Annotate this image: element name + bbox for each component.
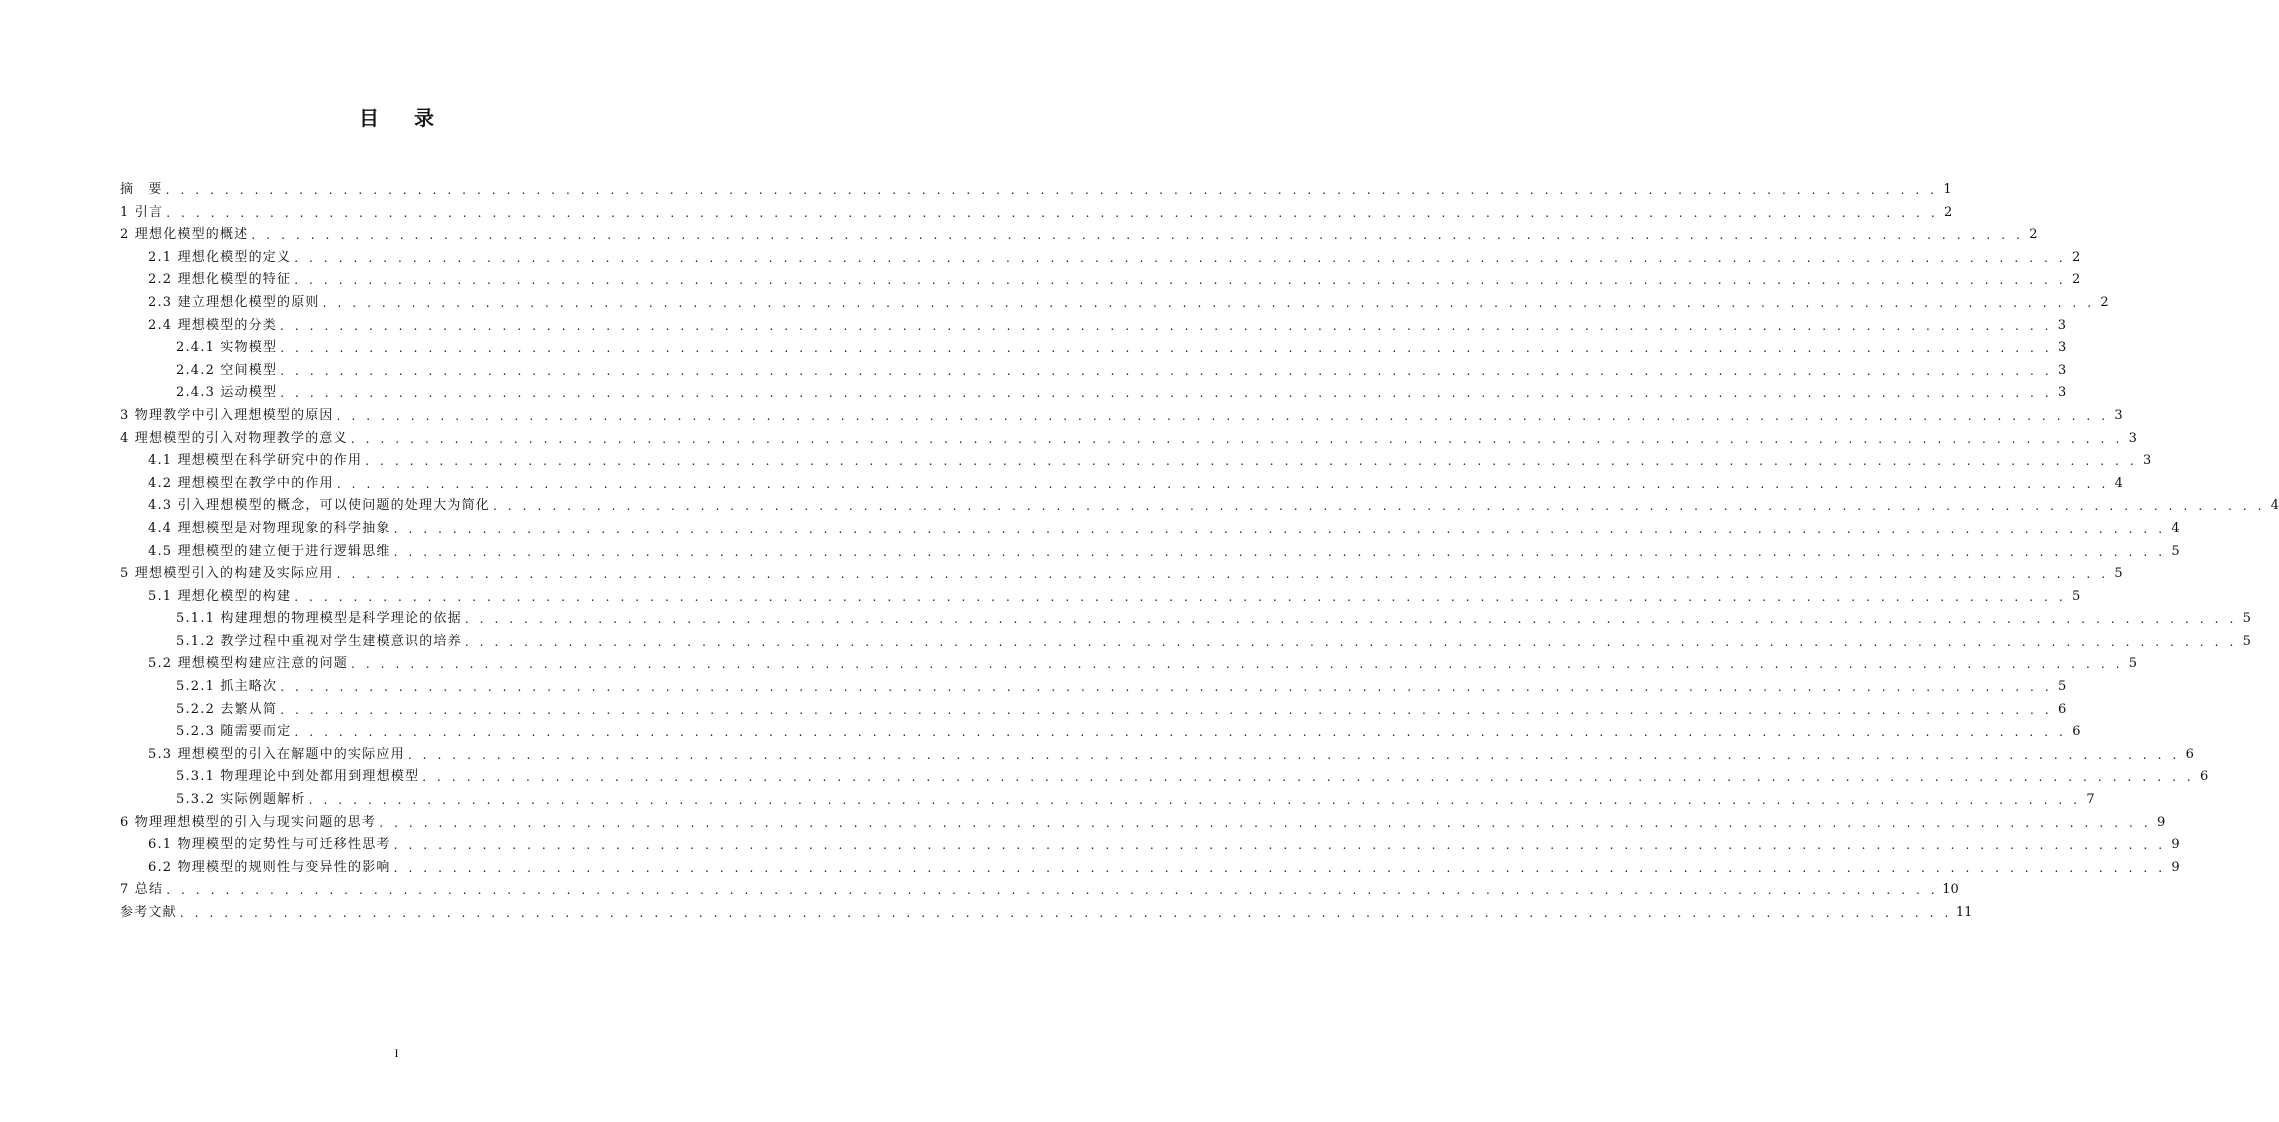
toc-dot-leader: . . . . . . . . . . . . . . . . . . . . . . . . . . . . . . . . . . . . . . . . . . . . . . . . . . . . . . . . . . . . . . . . . . . . . . . . . . . . . . . . . . . . . . . . . . . . . . . . . . . . . . . . . . . . . . . . . . . . . . . . <box>322 295 2095 310</box>
toc-entry-page: 6 <box>2200 769 2209 785</box>
toc-entry-page: 5 <box>2242 633 2251 649</box>
toc-entry-label: 6.1 物理模型的定势性与可迁移性思考 <box>148 837 391 853</box>
toc-entry[interactable] <box>120 315 2067 338</box>
toc-entry-label: 2.4 理想模型的分类 <box>148 317 278 333</box>
toc-entry-label: 7 总结 <box>120 882 164 898</box>
toc-entry-page: 9 <box>2171 859 2180 875</box>
toc-entry-label: 6 物理理想模型的引入与现实问题的思考 <box>120 814 377 830</box>
toc-entry-page: 2 <box>1944 204 1953 220</box>
toc-entry[interactable] <box>120 292 2109 315</box>
toc-entry-page: 2 <box>2072 272 2081 288</box>
toc-dot-leader: . . . . . . . . . . . . . . . . . . . . . . . . . . . . . . . . . . . . . . . . . . . . . . . . . . . . . . . . . . . . . . . . . . . . . . . . . . . . . . . . . . . . . . . . . . . . . . . . . . . . . . . . . . . . . . . . . . . . . . . . <box>365 454 2138 469</box>
toc-entry-page: 4 <box>2114 475 2123 491</box>
toc-entry-page: 4 <box>2171 520 2180 536</box>
toc-entry-page: 5 <box>2072 588 2081 604</box>
toc-dot-leader: . . . . . . . . . . . . . . . . . . . . . . . . . . . . . . . . . . . . . . . . . . . . . . . . . . . . . . . . . . . . . . . . . . . . . . . . . . . . . . . . . . . . . . . . . . . . . . . . . . . . . . . . . . . . . . . . . . . . . . . . <box>294 273 2067 288</box>
toc-entry[interactable] <box>120 789 2095 812</box>
toc-dot-leader: . . . . . . . . . . . . . . . . . . . . . . . . . . . . . . . . . . . . . . . . . . . . . . . . . . . . . . . . . . . . . . . . . . . . . . . . . . . . . . . . . . . . . . . . . . . . . . . . . . . . . . . . . . . . . . . . . . . . . . . . <box>280 318 2053 333</box>
toc-entry-label: 3 物理教学中引入理想模型的原因 <box>120 407 334 423</box>
toc-entry-label: 5.2.1 抓主略次 <box>176 679 278 695</box>
toc-entry[interactable] <box>120 902 1973 925</box>
toc-dot-leader: . . . . . . . . . . . . . . . . . . . . . . . . . . . . . . . . . . . . . . . . . . . . . . . . . . . . . . . . . . . . . . . . . . . . . . . . . . . . . . . . . . . . . . . . . . . . . . . . . . . . . . . . . . . . . . . . . . . . . . . . <box>393 521 2166 536</box>
toc-entry-page: 3 <box>2058 385 2067 401</box>
toc-dot-leader: . . . . . . . . . . . . . . . . . . . . . . . . . . . . . . . . . . . . . . . . . . . . . . . . . . . . . . . . . . . . . . . . . . . . . . . . . . . . . . . . . . . . . . . . . . . . . . . . . . . . . . . . . . . . . . . . . . . . . . . . <box>294 725 2067 740</box>
toc-entry-label: 5.3 理想模型的引入在解题中的实际应用 <box>148 746 405 762</box>
toc-entry-label: 6.2 物理模型的规则性与变异性的影响 <box>148 859 391 875</box>
toc-entry[interactable] <box>120 382 2067 405</box>
toc-entry[interactable] <box>120 563 2123 586</box>
toc-entry-label: 5.1.1 构建理想的物理模型是科学理论的依据 <box>176 611 462 627</box>
toc-entry-label: 2.4.3 运动模型 <box>176 385 278 401</box>
toc-dot-leader: . . . . . . . . . . . . . . . . . . . . . . . . . . . . . . . . . . . . . . . . . . . . . . . . . . . . . . . . . . . . . . . . . . . . . . . . . . . . . . . . . . . . . . . . . . . . . . . . . . . . . . . . . . . . . . . . . . . . . . . . <box>165 183 1938 197</box>
toc-entry-page: 9 <box>2171 837 2180 853</box>
toc-dot-leader: . . . . . . . . . . . . . . . . . . . . . . . . . . . . . . . . . . . . . . . . . . . . . . . . . . . . . . . . . . . . . . . . . . . . . . . . . . . . . . . . . . . . . . . . . . . . . . . . . . . . . . . . . . . . . . . . . . . . . . . . <box>280 341 2053 356</box>
toc-entry-page: 3 <box>2128 430 2137 446</box>
toc-entry-page: 5 <box>2171 543 2180 559</box>
toc-dot-leader: . . . . . . . . . . . . . . . . . . . . . . . . . . . . . . . . . . . . . . . . . . . . . . . . . . . . . . . . . . . . . . . . . . . . . . . . . . . . . . . . . . . . . . . . . . . . . . . . . . . . . . . . . . . . . . . . . . . . . . . . <box>166 883 1939 898</box>
toc-dot-leader: . . . . . . . . . . . . . . . . . . . . . . . . . . . . . . . . . . . . . . . . . . . . . . . . . . . . . . . . . . . . . . . . . . . . . . . . . . . . . . . . . . . . . . . . . . . . . . . . . . . . . . . . . . . . . . . . . . . . . . . . <box>280 386 2053 401</box>
toc-dot-leader: . . . . . . . . . . . . . . . . . . . . . . . . . . . . . . . . . . . . . . . . . . . . . . . . . . . . . . . . . . . . . . . . . . . . . . . . . . . . . . . . . . . . . . . . . . . . . . . . . . . . . . . . . . . . . . . . . . . . . . . . <box>336 476 2109 491</box>
toc-entry[interactable] <box>120 857 2180 880</box>
toc-entry[interactable] <box>120 812 2166 835</box>
toc-dot-leader: . . . . . . . . . . . . . . . . . . . . . . . . . . . . . . . . . . . . . . . . . . . . . . . . . . . . . . . . . . . . . . . . . . . . . . . . . . . . . . . . . . . . . . . . . . . . . . . . . . . . . . . . . . . . . . . . . . . . . . . . <box>294 250 2067 265</box>
toc-entry-page: 3 <box>2058 340 2067 356</box>
toc-dot-leader: . . . . . . . . . . . . . . . . . . . . . . . . . . . . . . . . . . . . . . . . . . . . . . . . . . . . . . . . . . . . . . . . . . . . . . . . . . . . . . . . . . . . . . . . . . . . . . . . . . . . . . . . . . . . . . . . . . . . . . . . <box>351 657 2124 672</box>
toc-entry-label: 4.5 理想模型的建立便于进行逻辑思维 <box>148 543 391 559</box>
toc-dot-leader: . . . . . . . . . . . . . . . . . . . . . . . . . . . . . . . . . . . . . . . . . . . . . . . . . . . . . . . . . . . . . . . . . . . . . . . . . . . . . . . . . . . . . . . . . . . . . . . . . . . . . . . . . . . . . . . . . . . . . . . . <box>280 702 2053 717</box>
toc-entry[interactable] <box>120 699 2067 722</box>
toc-entry[interactable] <box>120 337 2067 360</box>
toc-dot-leader: . . . . . . . . . . . . . . . . . . . . . . . . . . . . . . . . . . . . . . . . . . . . . . . . . . . . . . . . . . . . . . . . . . . . . . . . . . . . . . . . . . . . . . . . . . . . . . . . . . . . . . . . . . . . . . . . . . . . . . . . <box>179 906 1952 920</box>
toc-entry-label: 5.1 理想化模型的构建 <box>148 588 292 604</box>
toc-entry-page: 1 <box>1943 182 1952 197</box>
toc-dot-leader: . . . . . . . . . . . . . . . . . . . . . . . . . . . . . . . . . . . . . . . . . . . . . . . . . . . . . . . . . . . . . . . . . . . . . . . . . . . . . . . . . . . . . . . . . . . . . . . . . . . . . . . . . . . . . . . . . . . . . . . . <box>493 499 2266 514</box>
toc-dot-leader: . . . . . . . . . . . . . . . . . . . . . . . . . . . . . . . . . . . . . . . . . . . . . . . . . . . . . . . . . . . . . . . . . . . . . . . . . . . . . . . . . . . . . . . . . . . . . . . . . . . . . . . . . . . . . . . . . . . . . . . . <box>280 680 2053 695</box>
toc-entry-label: 5.3.2 实际例题解析 <box>176 792 306 808</box>
toc-dot-leader: . . . . . . . . . . . . . . . . . . . . . . . . . . . . . . . . . . . . . . . . . . . . . . . . . . . . . . . . . . . . . . . . . . . . . . . . . . . . . . . . . . . . . . . . . . . . . . . . . . . . . . . . . . . . . . . . . . . . . . . . <box>379 815 2152 830</box>
toc-entry-label: 4.3 引入理想模型的概念，可以使问题的处理大为简化 <box>148 498 491 514</box>
toc-entry-label: 5.1.2 教学过程中重视对学生建模意识的培养 <box>176 633 462 649</box>
toc-entry-page: 5 <box>2058 679 2067 695</box>
toc-entry-page: 10 <box>1942 882 1959 898</box>
toc-dot-leader: . . . . . . . . . . . . . . . . . . . . . . . . . . . . . . . . . . . . . . . . . . . . . . . . . . . . . . . . . . . . . . . . . . . . . . . . . . . . . . . . . . . . . . . . . . . . . . . . . . . . . . . . . . . . . . . . . . . . . . . . <box>464 634 2237 649</box>
toc-entry-page: 6 <box>2185 746 2194 762</box>
toc-entry[interactable] <box>120 473 2123 496</box>
toc-entry-page: 9 <box>2157 814 2166 830</box>
toc-entry[interactable] <box>120 744 2194 767</box>
toc-entry-page: 5 <box>2128 656 2138 672</box>
toc-entry[interactable] <box>120 721 2081 744</box>
toc-entry-label: 4 理想模型的引入对物理教学的意义 <box>120 430 348 446</box>
toc-title: 目 录 <box>359 106 448 130</box>
toc-dot-leader: . . . . . . . . . . . . . . . . . . . . . . . . . . . . . . . . . . . . . . . . . . . . . . . . . . . . . . . . . . . . . . . . . . . . . . . . . . . . . . . . . . . . . . . . . . . . . . . . . . . . . . . . . . . . . . . . . . . . . . . . <box>393 860 2166 875</box>
toc-entry[interactable] <box>120 428 2137 451</box>
toc-entry-page: 2 <box>2072 249 2081 265</box>
toc-entry[interactable] <box>120 586 2081 609</box>
toc-entry[interactable] <box>120 360 2067 383</box>
toc-entry-label: 4.1 理想模型在科学研究中的作用 <box>148 453 363 469</box>
toc-entry-page: 6 <box>2072 724 2081 740</box>
toc-entry-page: 3 <box>2058 362 2067 378</box>
toc-entry-label: 2.4.2 空间模型 <box>176 362 278 378</box>
toc-entry[interactable] <box>120 631 2251 654</box>
toc-entry[interactable] <box>120 834 2180 857</box>
toc-entry[interactable] <box>120 766 2209 789</box>
toc-entry[interactable] <box>120 179 1952 202</box>
toc-entry-label: 4.2 理想模型在教学中的作用 <box>148 475 334 491</box>
toc-dot-leader: . . . . . . . . . . . . . . . . . . . . . . . . . . . . . . . . . . . . . . . . . . . . . . . . . . . . . . . . . . . . . . . . . . . . . . . . . . . . . . . . . . . . . . . . . . . . . . . . . . . . . . . . . . . . . . . . . . . . . . . . <box>393 838 2166 853</box>
toc-entry-label: 2.3 建立理想化模型的原则 <box>148 294 320 310</box>
toc-entry[interactable] <box>120 495 2279 518</box>
toc-entry[interactable] <box>120 405 2123 428</box>
toc-dot-leader: . . . . . . . . . . . . . . . . . . . . . . . . . . . . . . . . . . . . . . . . . . . . . . . . . . . . . . . . . . . . . . . . . . . . . . . . . . . . . . . . . . . . . . . . . . . . . . . . . . . . . . . . . . . . . . . . . . . . . . . . <box>422 770 2195 785</box>
toc-entry-page: 2 <box>2029 227 2038 243</box>
toc-entry-page: 3 <box>2143 453 2152 469</box>
toc-entry-label: 5.2 理想模型构建应注意的问题 <box>148 656 349 672</box>
toc-entry[interactable] <box>120 269 2081 292</box>
toc-entry-label: 5 理想模型引入的构建及实际应用 <box>120 566 334 582</box>
toc-dot-leader: . . . . . . . . . . . . . . . . . . . . . . . . . . . . . . . . . . . . . . . . . . . . . . . . . . . . . . . . . . . . . . . . . . . . . . . . . . . . . . . . . . . . . . . . . . . . . . . . . . . . . . . . . . . . . . . . . . . . . . . . <box>166 205 1939 220</box>
toc-entry-label: 2.2 理想化模型的特征 <box>148 272 292 288</box>
toc-dot-leader: . . . . . . . . . . . . . . . . . . . . . . . . . . . . . . . . . . . . . . . . . . . . . . . . . . . . . . . . . . . . . . . . . . . . . . . . . . . . . . . . . . . . . . . . . . . . . . . . . . . . . . . . . . . . . . . . . . . . . . . . <box>407 747 2180 762</box>
toc-entry-label: 5.3.1 物理理论中到处都用到理想模型 <box>176 769 420 785</box>
toc-dot-leader: . . . . . . . . . . . . . . . . . . . . . . . . . . . . . . . . . . . . . . . . . . . . . . . . . . . . . . . . . . . . . . . . . . . . . . . . . . . . . . . . . . . . . . . . . . . . . . . . . . . . . . . . . . . . . . . . . . . . . . . . <box>294 589 2067 604</box>
toc-entry-page: 4 <box>2270 498 2279 514</box>
toc-entry-label: 5.2.3 随需要而定 <box>176 724 292 740</box>
toc-entry[interactable] <box>120 541 2180 564</box>
toc-dot-leader: . . . . . . . . . . . . . . . . . . . . . . . . . . . . . . . . . . . . . . . . . . . . . . . . . . . . . . . . . . . . . . . . . . . . . . . . . . . . . . . . . . . . . . . . . . . . . . . . . . . . . . . . . . . . . . . . . . . . . . . . <box>336 567 2109 582</box>
toc-entry-label: 2 理想化模型的概述 <box>120 227 249 243</box>
toc-dot-leader: . . . . . . . . . . . . . . . . . . . . . . . . . . . . . . . . . . . . . . . . . . . . . . . . . . . . . . . . . . . . . . . . . . . . . . . . . . . . . . . . . . . . . . . . . . . . . . . . . . . . . . . . . . . . . . . . . . . . . . . . <box>393 544 2166 559</box>
page-number: I <box>394 1046 399 1060</box>
toc-entry-label: 5.2.2 去繁从简 <box>176 701 278 717</box>
toc-entry[interactable] <box>120 224 2038 247</box>
toc-entry-label: 2.4.1 实物模型 <box>176 340 278 356</box>
toc-entry-label: 2.1 理想化模型的定义 <box>148 249 292 265</box>
toc-dot-leader: . . . . . . . . . . . . . . . . . . . . . . . . . . . . . . . . . . . . . . . . . . . . . . . . . . . . . . . . . . . . . . . . . . . . . . . . . . . . . . . . . . . . . . . . . . . . . . . . . . . . . . . . . . . . . . . . . . . . . . . . <box>280 363 2053 378</box>
toc-dot-leader: . . . . . . . . . . . . . . . . . . . . . . . . . . . . . . . . . . . . . . . . . . . . . . . . . . . . . . . . . . . . . . . . . . . . . . . . . . . . . . . . . . . . . . . . . . . . . . . . . . . . . . . . . . . . . . . . . . . . . . . . <box>464 612 2237 627</box>
toc-entry[interactable] <box>120 202 1953 225</box>
toc-entry-label: 摘 要 <box>120 182 163 197</box>
toc-entry[interactable] <box>120 676 2067 699</box>
toc-entry-page: 6 <box>2058 701 2067 717</box>
toc-entry[interactable] <box>120 518 2180 541</box>
toc-entry-page: 7 <box>2086 792 2095 808</box>
toc-entry-page: 3 <box>2057 317 2067 333</box>
toc-entry-label: 参考文献 <box>120 905 177 920</box>
toc-dot-leader: . . . . . . . . . . . . . . . . . . . . . . . . . . . . . . . . . . . . . . . . . . . . . . . . . . . . . . . . . . . . . . . . . . . . . . . . . . . . . . . . . . . . . . . . . . . . . . . . . . . . . . . . . . . . . . . . . . . . . . . . <box>350 431 2123 446</box>
toc-entry[interactable] <box>120 247 2081 270</box>
toc-dot-leader: . . . . . . . . . . . . . . . . . . . . . . . . . . . . . . . . . . . . . . . . . . . . . . . . . . . . . . . . . . . . . . . . . . . . . . . . . . . . . . . . . . . . . . . . . . . . . . . . . . . . . . . . . . . . . . . . . . . . . . . . <box>251 228 2024 243</box>
toc-entry[interactable] <box>120 608 2251 631</box>
toc-entry[interactable] <box>120 879 1959 902</box>
toc-dot-leader: . . . . . . . . . . . . . . . . . . . . . . . . . . . . . . . . . . . . . . . . . . . . . . . . . . . . . . . . . . . . . . . . . . . . . . . . . . . . . . . . . . . . . . . . . . . . . . . . . . . . . . . . . . . . . . . . . . . . . . . . <box>308 793 2081 808</box>
toc-entry-page: 11 <box>1955 905 1973 920</box>
toc-entry-label: 1 引言 <box>120 204 164 220</box>
toc-entry-page: 2 <box>2100 294 2109 310</box>
toc-entry-page: 5 <box>2114 566 2123 582</box>
toc-entry-page: 3 <box>2114 407 2123 423</box>
toc-entry-label: 4.4 理想模型是对物理现象的科学抽象 <box>148 520 391 536</box>
toc-entry[interactable] <box>120 450 2152 473</box>
toc-entry[interactable] <box>120 653 2138 676</box>
toc-entry-page: 5 <box>2242 611 2251 627</box>
toc-dot-leader: . . . . . . . . . . . . . . . . . . . . . . . . . . . . . . . . . . . . . . . . . . . . . . . . . . . . . . . . . . . . . . . . . . . . . . . . . . . . . . . . . . . . . . . . . . . . . . . . . . . . . . . . . . . . . . . . . . . . . . . . <box>336 408 2109 423</box>
table-of-contents <box>120 179 2279 925</box>
